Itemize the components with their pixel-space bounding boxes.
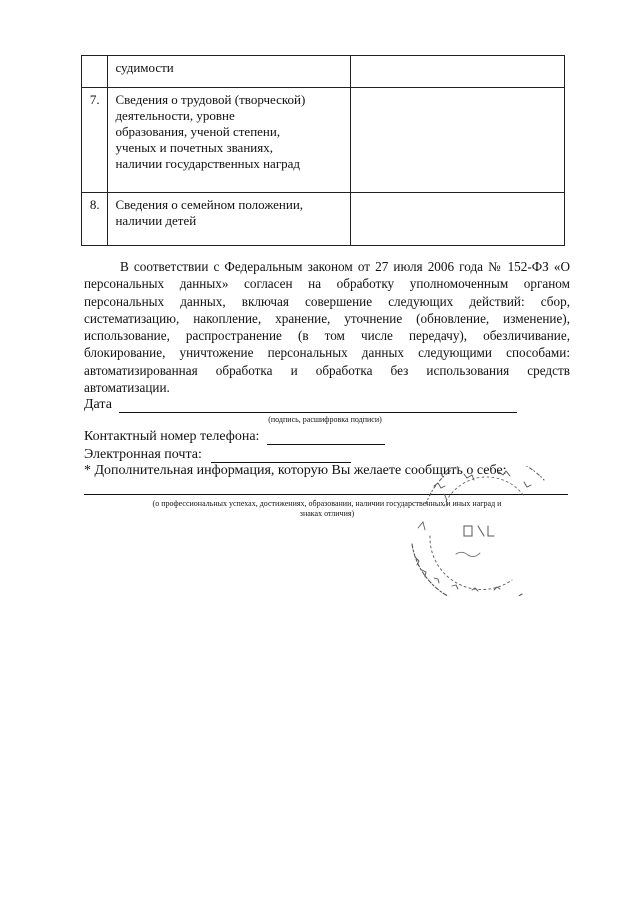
phone-row: [84, 429, 385, 445]
seal-inner-arc-top: [444, 477, 524, 506]
phone-field[interactable]: [267, 431, 385, 445]
table-row: [82, 193, 565, 246]
description-line: Сведения о трудовой (творческой): [115, 92, 306, 107]
row-value-cell: [350, 56, 564, 88]
signature-caption: (подпись, расшифровка подписи): [268, 415, 382, 424]
row-value-cell: [350, 88, 564, 193]
date-row: [84, 397, 517, 413]
date-label: Дата: [84, 397, 112, 412]
personal-data-table: [81, 55, 565, 246]
additional-info-caption-line1: (о профессиональных успехах, достижениях, образовании, наличии государственных и иных наград и: [152, 499, 502, 508]
description-line: деятельности, уровне: [115, 108, 235, 123]
row-description: [108, 88, 350, 193]
description-line: образования, ученой степени,: [115, 124, 281, 139]
consent-paragraph: В соответствии с Федеральным законом от 27 июля 2006 года № 152-ФЗ «О персональных данных» согласен на обработку уполномоченным органом персональных данных, включая совершение следующих действий: сбор, систематизацию, накопление, хранение, уточнение (обновление, изменение), использование, распространение (в том числе передачу), обезличивание, блокирование, уничтожение персональных данных следующими способами: автоматизированная обработка и обработка без использования средств автоматизации.: [84, 259, 570, 396]
additional-info-caption-line2: знаках отличия): [299, 509, 355, 518]
description-line: ученых и почетных званиях,: [115, 140, 273, 155]
email-field[interactable]: [211, 449, 351, 463]
date-signature-field[interactable]: [119, 399, 517, 413]
email-row: [84, 447, 351, 463]
row-value-cell: [350, 193, 564, 246]
description-line: судимости: [115, 60, 174, 75]
row-description: [108, 193, 350, 246]
phone-label: Контактный номер телефона:: [84, 429, 260, 444]
seal-scribble: [418, 494, 480, 557]
additional-info-label: * Дополнительная информация, которую Вы желаете сообщить о себе:: [84, 463, 507, 478]
row-description: [108, 56, 350, 88]
seal-center-mark: [464, 526, 494, 536]
description-line: Сведения о семейном положении,: [115, 197, 304, 212]
email-label: Электронная почта:: [84, 447, 202, 462]
seal-inner-arc: [430, 536, 512, 590]
seal-lettering-top: [434, 471, 531, 488]
seal-outer-arc-bottom: [412, 544, 522, 596]
row-number: [82, 56, 108, 88]
row-number: 7.: [82, 88, 108, 193]
table-row: [82, 56, 565, 88]
description-line: наличии детей: [115, 213, 197, 228]
description-line: наличии государственных наград: [115, 156, 301, 171]
row-number: 8.: [82, 193, 108, 246]
seal-lettering-bottom: [416, 558, 500, 591]
round-seal-stamp: [404, 466, 574, 596]
table-row: [82, 88, 565, 193]
